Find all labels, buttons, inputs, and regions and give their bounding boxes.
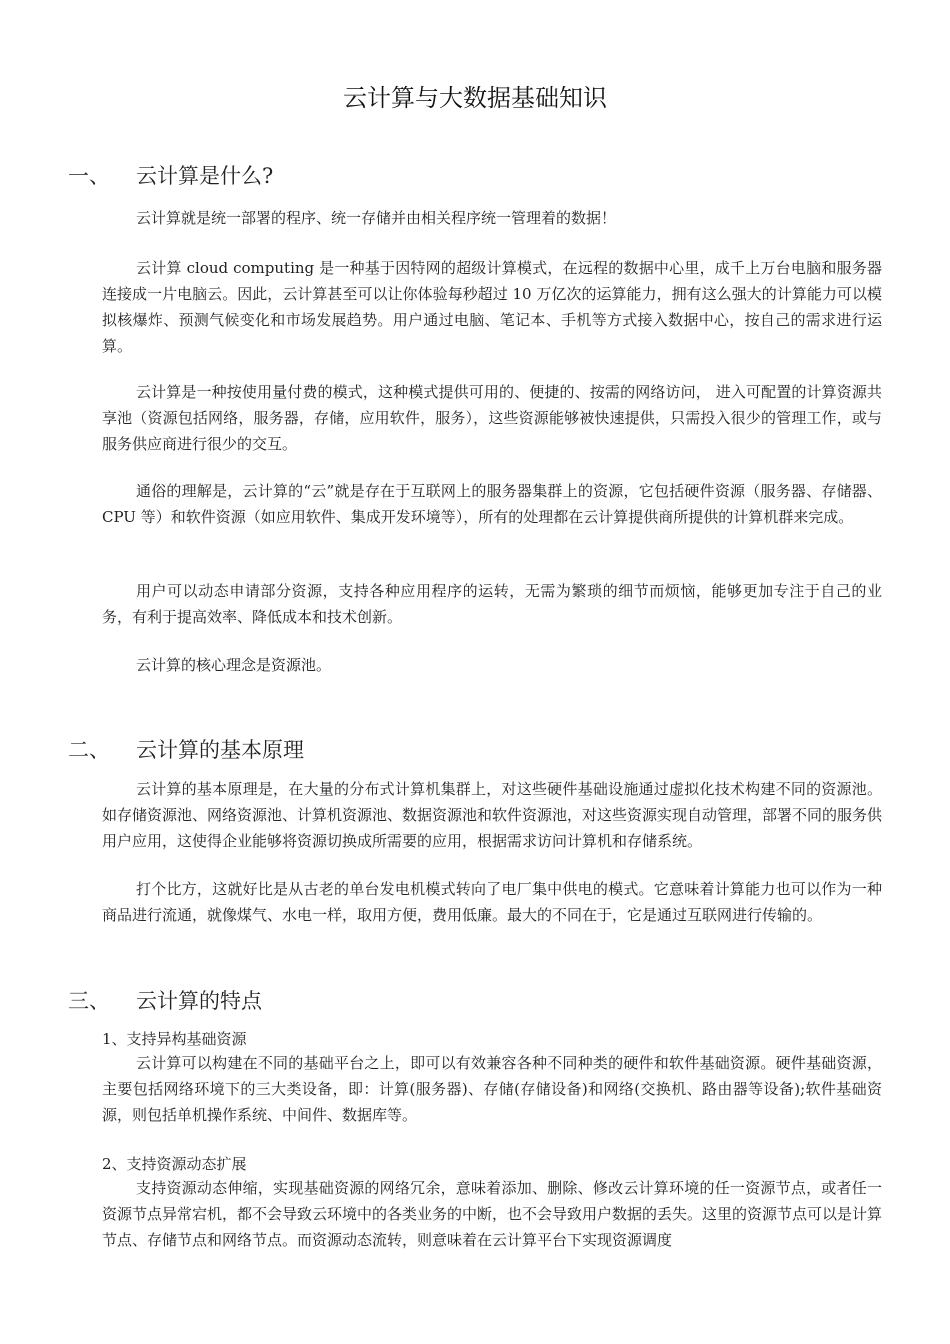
section-2-number: 二、 bbox=[68, 738, 110, 762]
section-1-heading bbox=[68, 160, 273, 190]
subsection-2-text: 支持资源动态伸缩，实现基础资源的网络冗余，意味着添加、删除、修改云计算环境的任一资源节点，或者任一资源节点异常宕机，都不会导致云环境中的各类业务的中断，也不会导致用户数据的丢失。这里的资源节点可以是计算节点、存储节点和网络节点。而资源动态流转，则意味着在云计算平台下实现资源调度 bbox=[102, 1179, 883, 1249]
section-2-paragraph-1: 云计算的基本原理是，在大量的分布式计算机集群上，对这些硬件基础设施通过虚拟化技术构建不同的资源池。如存储资源池、网络资源池、计算机资源池、数据资源池和软件资源池，对这些资源实现自动管理，部署不同的服务供用户应用，这使得企业能够将资源切换成所需要的应用，根据需求访问计算机和存储系统。 bbox=[102, 780, 883, 850]
section-1-title: 云计算是什么? bbox=[136, 164, 274, 188]
section-3-title: 云计算的特点 bbox=[136, 989, 262, 1013]
section-2-title: 云计算的基本原理 bbox=[136, 738, 304, 762]
document-title: 云计算与大数据基础知识 bbox=[343, 84, 607, 112]
section-3-heading bbox=[68, 985, 262, 1015]
section-1-paragraph-1: 云计算就是统一部署的程序、统一存储并由相关程序统一管理着的数据！ bbox=[136, 209, 617, 227]
subsection-1-text: 云计算可以构建在不同的基础平台之上，即可以有效兼容各种不同种类的硬件和软件基础资源。硬件基础资源，主要包括网络环境下的三大类设备，即：计算(服务器)、存储(存储设备)和网络(交换机、路由器等设备);软件基础资源，则包括单机操作系统、中间件、数据库等。 bbox=[102, 1054, 882, 1124]
section-1-paragraph-5: 用户可以动态申请部分资源，支持各种应用程序的运转，无需为繁琐的细节而烦恼，能够更加专注于自己的业务，有利于提高效率、降低成本和技术创新。 bbox=[102, 582, 882, 626]
section-3-number: 三、 bbox=[68, 989, 110, 1013]
section-1-paragraph-4: 通俗的理解是，云计算的“云”就是存在于互联网上的服务器集群上的资源，它包括硬件资源（服务器、存储器、CPU 等）和软件资源（如应用软件、集成开发环境等），所有的处理都在云计算提供商所提供的计算机群来完成。 bbox=[102, 482, 882, 526]
section-2-heading bbox=[68, 734, 304, 764]
section-2-paragraph-2: 打个比方，这就好比是从古老的单台发电机模式转向了电厂集中供电的模式。它意味着计算能力也可以作为一种商品进行流通，就像煤气、水电一样，取用方便，费用低廉。最大的不同在于，它是通过互联网进行传输的。 bbox=[102, 880, 882, 924]
section-1-paragraph-2: 云计算 cloud computing 是一种基于因特网的超级计算模式，在远程的数据中心里，成千上万台电脑和服务器连接成一片电脑云。因此，云计算甚至可以让你体验每秒超过 10 万亿次的运算能力，拥有这么强大的计算能力可以模拟核爆炸、预测气候变化和市场发展趋势。用户通过电脑、笔记本、手机等方式接入数据中心，按自己的需求进行运算。 bbox=[102, 259, 882, 355]
subsection-2-label: 2、支持资源动态扩展 bbox=[102, 1155, 247, 1173]
section-1-number: 一、 bbox=[68, 164, 110, 188]
subsection-1-label: 1、支持异构基础资源 bbox=[102, 1030, 247, 1048]
section-1-paragraph-6: 云计算的核心理念是资源池。 bbox=[136, 656, 332, 674]
section-1-paragraph-3: 云计算是一种按使用量付费的模式，这种模式提供可用的、便捷的、按需的网络访问， 进入可配置的计算资源共享池（资源包括网络，服务器，存储，应用软件，服务），这些资源能够被快速提供，只需投入很少的管理工作，或与服务供应商进行很少的交互。 bbox=[102, 383, 882, 453]
